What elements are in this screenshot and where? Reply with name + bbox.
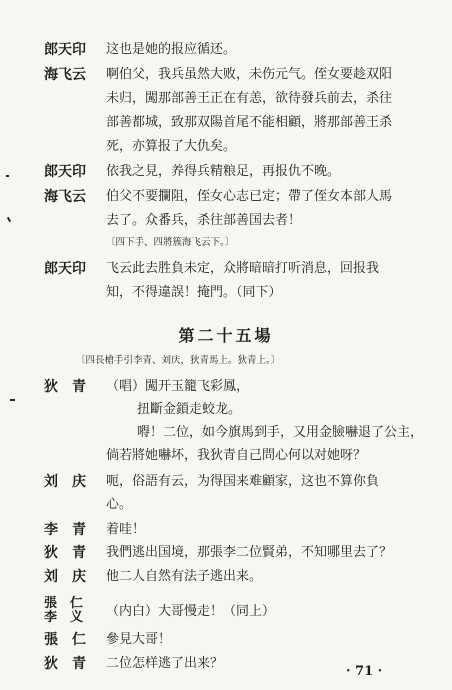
speaker-name: 張 仁 [44, 632, 86, 648]
speaker-name: 海飞云 [44, 189, 86, 205]
speaker-name: 李 青 [44, 522, 86, 538]
speaker-name: 郎天印 [44, 164, 86, 180]
dialogue-line: 參見大哥！ [106, 632, 172, 647]
dialogue-line: 未归，闖那部善王正在有恙，欲待發兵前去，杀往 [106, 91, 393, 106]
dialogue-line: 二位怎样逃了出来？ [106, 656, 224, 671]
speaker-name: 狄 青 [44, 545, 86, 561]
speaker-name: 狄 青 [44, 379, 86, 395]
dialogue-line: 啊伯父，我兵虽然大败，未伤元气。侄女要趁双阳 [106, 67, 393, 82]
dialogue-line: 依我之見，养得兵精粮足，再报仇不晚。 [106, 164, 341, 179]
dialogue-line: 心。 [106, 497, 133, 512]
scan-mark [10, 399, 15, 401]
speaker-name: 海飞云 [44, 67, 86, 83]
dialogue-line: 飞云此去胜負未定，众將暗暗打听消息，回报我 [106, 261, 380, 276]
speaker-name: 狄 青 [44, 656, 86, 672]
speaker-name: 張 仁 李 义 [44, 596, 84, 625]
dialogue-line: 部善都城，致那双陽首尾不能相顧，將那部善王杀 [106, 115, 393, 130]
stage-direction: 〔四長槍手引李青、刘庆，狄青馬上。狄青上。〕 [76, 355, 281, 366]
speaker-name: 刘 庆 [44, 569, 86, 585]
dialogue-line: 这也是她的报应循还。 [106, 42, 237, 57]
dialogue-line: （内白）大哥慢走！（同上） [106, 604, 276, 619]
dialogue-line: 死，亦算报了大仇矣。 [106, 139, 237, 154]
dialogue-line: 呃，俗語有云，为得国来难顧家，这也不算你負 [106, 474, 380, 489]
dialogue-line: 知，不得違誤！掩門。（同下） [106, 285, 282, 300]
scan-mark [7, 217, 11, 222]
page-number: · 71 · [346, 664, 383, 679]
dialogue-line: 扭斷金鎖走蛟龙。 [137, 402, 242, 417]
speaker-name: 郎天印 [44, 261, 86, 277]
speaker-name: 刘 庆 [44, 474, 86, 490]
dialogue-line: 着哇！ [106, 522, 146, 537]
dialogue-line: （唱）闖开玉籠飞彩鳳， [106, 379, 250, 394]
dialogue-line: 我們逃出国境，那張李二位賢弟，不知哪里去了？ [106, 545, 393, 560]
scan-mark [6, 175, 9, 177]
dialogue-line: 倘若將她嚇坏，我狄青自己問心何以对她呀？ [106, 448, 367, 463]
dialogue-line: 他二人自然有法子逃出来。 [106, 569, 263, 584]
dialogue-line: 去了。众番兵，杀往部善国去者！ [106, 213, 302, 228]
scene-title: 第二十五場 [178, 326, 274, 345]
stage-direction: 〔四下手、四將簇海飞云下。〕 [106, 237, 235, 248]
dialogue-line: 嘚！二位，如今旗馬到手，又用金臉嚇退了公主， [137, 425, 424, 440]
dialogue-line: 伯父不要攔阻，侄女心志已定；帶了侄女本部人馬 [106, 189, 393, 204]
speaker-name: 郎天印 [44, 42, 86, 58]
